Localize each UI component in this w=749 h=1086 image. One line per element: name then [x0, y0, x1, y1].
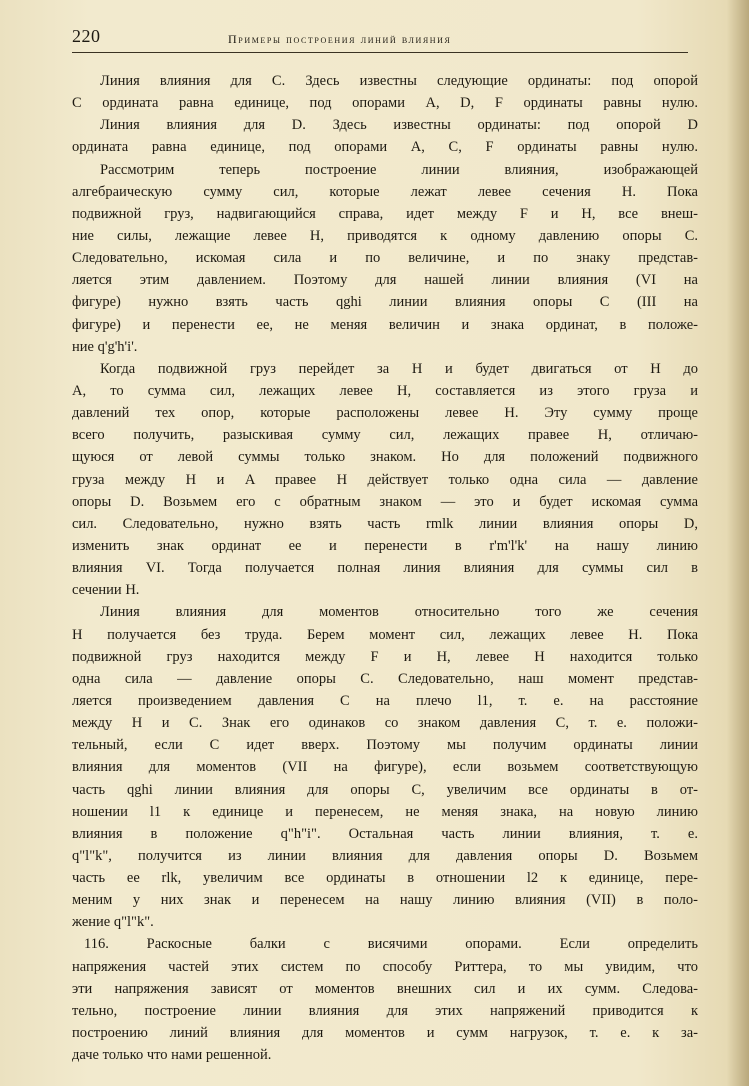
text-line: построению линий влияния для моментов и сумм нагрузок, т. е. к за-: [72, 1025, 698, 1042]
text-line: подвижной груз находится между F и H, левее H находится только: [72, 648, 698, 665]
text-line: всего получить, разыскивая сумму сил, лежащих правее H, отличаю-: [72, 427, 698, 444]
text-line: ние q'g'h'i'.: [72, 338, 138, 355]
text-line: между H и C. Знак его одинаков со знаком давления C, т. е. положи-: [72, 715, 698, 732]
page-header: [72, 26, 688, 54]
text-line: влияния в положение q"h"i". Остальная часть линии влияния, т. е.: [72, 825, 698, 842]
text-line: щуюся от левой суммы только знаком. Но для положений подвижного: [72, 449, 698, 466]
text-line: тельный, если C идет вверх. Поэтому мы получим ординаты линии: [72, 737, 698, 754]
text-line: влияния VI. Тогда получается полная линия влияния для суммы сил в: [72, 560, 698, 577]
text-line: алгебраическую сумму сил, которые лежат левее сечения H. Пока: [72, 183, 698, 200]
body-text: [72, 70, 698, 1066]
text-line: часть qghi линии влияния для опоры C, увеличим все ординаты в от-: [72, 781, 698, 798]
text-line: часть ее rlk, увеличим все ординаты в отношении l2 к единице, пере-: [72, 870, 698, 887]
text-line: H получается без труда. Берем момент сил, лежащих левее H. Пока: [72, 626, 698, 643]
text-line: тельно, построение линии влияния для этих напряжений приводится к: [72, 1002, 698, 1019]
text-line: ляется этим давлением. Поэтому для нашей линии влияния (VI на: [72, 272, 698, 289]
text-line: жение q"l"k".: [72, 914, 154, 931]
text-line: одна сила — давление опоры C. Следовательно, наш момент представ-: [72, 670, 698, 687]
text-line: Следовательно, искомая сила и по величине, и по знаку представ-: [72, 250, 698, 267]
text-line: q"l"k", получится из линии влияния для давления опоры D. Возьмем: [72, 847, 698, 864]
text-line: подвижной груз, надвигающийся справа, идет между F и H, все внеш-: [72, 205, 698, 222]
text-line: фигуре) нужно взять часть qghi линии влияния опоры C (III на: [72, 294, 698, 311]
text-line: сечении H.: [72, 582, 140, 599]
text-line: даче только что нами решенной.: [72, 1047, 272, 1064]
text-line: опоры D. Возьмем его с обратным знаком — это и будет искомая сумма: [72, 493, 698, 510]
text-line: сил. Следовательно, нужно взять часть rmlk линии влияния опоры D,: [72, 515, 698, 532]
text-line: Линия влияния для C. Здесь известны следующие ординаты: под опорой: [100, 73, 698, 89]
text-line: влияния для моментов (VII на фигуре), если возьмем соответствующую: [72, 759, 698, 776]
text-line: изменить знак ординат ее и перенести в r'm'l'k' на нашу линию: [72, 537, 698, 554]
text-line: ляется произведением давления C на плечо l1, т. е. на расстояние: [72, 692, 698, 709]
text-line: Линия влияния для D. Здесь известны ординаты: под опорой D: [100, 117, 698, 134]
text-line: напряжения частей этих систем по способу Риттера, то мы увидим, что: [72, 958, 698, 975]
text-line: фигуре) и перенести ее, не меняя величин и знака ординат, в положе-: [72, 316, 698, 333]
running-title: Примеры построения линий влияния: [228, 32, 452, 46]
text-line: A, то сумма сил, лежащих левее H, составляется из этого груза и: [72, 382, 698, 399]
text-line: меним у них знак и перенесем на нашу линию влияния (VII) в поло-: [72, 892, 698, 909]
header-rule: [72, 52, 688, 53]
text-line: груза между H и A правее H действует только одна сила — давление: [72, 471, 698, 488]
text-line: C ордината равна единице, под опорами A, D, F ординаты равны нулю.: [72, 95, 698, 112]
text-line: 116. Раскосные балки с висячими опорами. Если определить: [84, 936, 698, 953]
text-line: эти напряжения зависят от моментов внешних сил и их сумм. Следова-: [72, 980, 698, 997]
text-line: Линия влияния для моментов относительно того же сечения: [100, 604, 698, 621]
text-line: ношении l1 к единице и перенесем, не меняя знака, на новую линию: [72, 803, 698, 820]
page-number: 220: [72, 26, 101, 46]
text-line: давлений тех опор, которые расположены левее H. Эту сумму проще: [72, 405, 698, 422]
text-line: ордината равна единице, под опорами A, C, F ординаты равны нулю.: [72, 139, 698, 156]
text-line: Рассмотрим теперь построение линии влияния, изображающей: [100, 161, 698, 178]
text-line: Когда подвижной груз перейдет за H и будет двигаться от H до: [100, 360, 698, 377]
text-line: ние силы, лежащие левее H, приводятся к одному давлению опоры C.: [72, 227, 698, 244]
